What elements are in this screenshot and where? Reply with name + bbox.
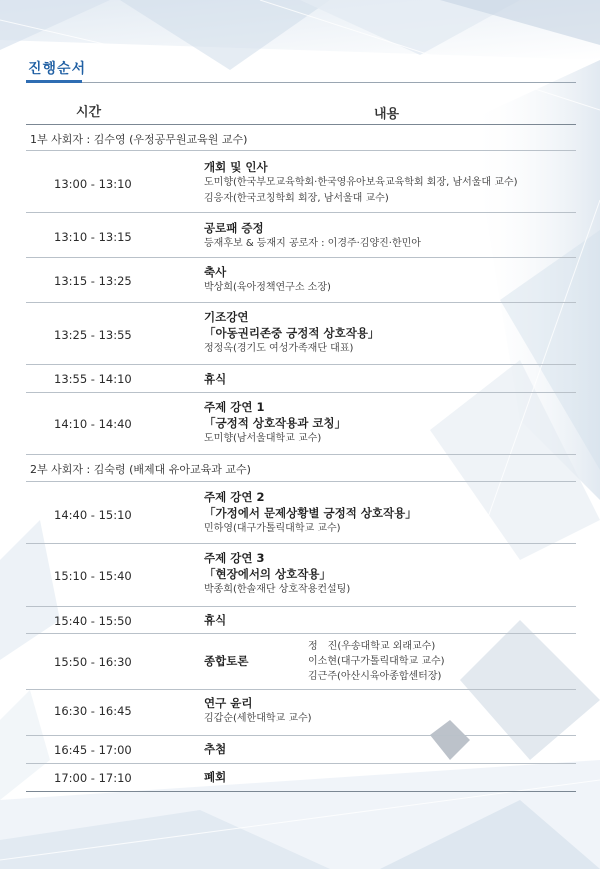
table-row [26,213,576,258]
row-title: 개회 및 인사 [204,160,268,174]
section-2-header [26,455,576,482]
panelist: 이소현(대구가톨릭대학교 교수) [308,656,445,667]
row-detail: 민하영(대구가톨릭대학교 교수) [204,523,341,534]
row-subtitle: 「아동권리존중 긍정적 상호작용」 [204,326,380,340]
row-detail: 정정옥(경기도 여성가족재단 대표) [204,343,354,354]
row-time: 13:10 - 13:15 [54,230,132,244]
row-time: 15:40 - 15:50 [54,614,132,628]
section-2-label: 2부 사회자 : 김숙령 (배제대 유아교육과 교수) [30,463,251,476]
row-title: 추첨 [204,742,227,756]
row-title: 종합토론 [204,654,249,668]
row-content [204,399,346,447]
row-content [204,264,331,296]
row-detail: 김응자(한국코칭학회 회장, 남서울대 교수) [204,193,389,204]
row-title: 기조강연 [204,310,249,324]
row-content [204,653,248,669]
row-title: 연구 윤리 [204,696,253,710]
column-header-content: 내용 [374,107,400,122]
table-row [26,736,576,764]
row-time: 13:15 - 13:25 [54,274,132,288]
row-detail: 도미향(한국부모교육학회·한국영유아보육교육학회 회장, 남서울대 교수) [204,177,518,188]
table-row [26,393,576,455]
row-title: 공로패 증정 [204,221,264,235]
table-row [26,690,576,736]
title-divider [82,82,576,83]
section-1-label: 1부 사회자 : 김수영 (우정공무원교육원 교수) [30,133,248,146]
row-subtitle: 「현장에서의 상호작용」 [204,567,331,581]
row-title: 휴식 [204,613,227,627]
table-row [26,365,576,393]
row-detail: 등재후보 & 등재지 공로자 : 이경주·김양진·한민아 [204,238,421,249]
row-detail: 박상희(육아정책연구소 소장) [204,282,331,293]
table-row [26,482,576,544]
row-detail: 도미향(남서울대학교 교수) [204,433,322,444]
table-row [26,544,576,607]
row-title: 휴식 [204,372,227,386]
table-row [26,607,576,634]
row-content [204,550,350,598]
row-content [204,220,421,252]
page-title: 진행순서 [28,61,87,77]
title-accent-bar [26,80,82,83]
table-row [26,151,576,213]
row-time: 13:00 - 13:10 [54,177,132,191]
table-row [26,764,576,792]
table-row [26,634,576,690]
row-detail: 김갑순(세한대학교 교수) [204,713,312,724]
row-content [204,489,417,537]
row-title: 축사 [204,265,227,279]
row-detail: 박종희(한솔재단 상호작용컨설팅) [204,584,351,595]
row-time: 15:10 - 15:40 [54,569,132,583]
row-subtitle: 「긍정적 상호작용과 코칭」 [204,416,347,430]
column-header-time: 시간 [76,105,102,120]
table-row [26,258,576,303]
row-content [204,769,226,785]
row-time: 15:50 - 16:30 [54,655,132,669]
row-time: 14:40 - 15:10 [54,508,132,522]
row-time: 13:55 - 14:10 [54,372,132,386]
table-row [26,303,576,365]
panel-list [308,639,445,684]
row-content [204,371,226,387]
row-time: 14:10 - 14:40 [54,417,132,431]
row-title: 주제 강연 1 [204,400,265,414]
table-bottom-line [26,791,576,792]
panelist: 김근주(아산시육아종합센터장) [308,671,442,682]
row-content [204,612,226,628]
row-time: 17:00 - 17:10 [54,771,132,785]
row-title: 주제 강연 2 [204,490,265,504]
row-content [204,309,379,357]
row-time: 16:30 - 16:45 [54,704,132,718]
panelist: 정 진(우송대학교 외래교수) [308,641,436,652]
row-title: 주제 강연 3 [204,551,265,565]
row-title: 폐회 [204,770,227,784]
row-content [204,741,226,757]
row-content [204,695,312,727]
row-time: 16:45 - 17:00 [54,743,132,757]
row-subtitle: 「가정에서 문제상황별 긍정적 상호작용」 [204,506,417,520]
row-time: 13:25 - 13:55 [54,328,132,342]
section-1-header [26,125,576,151]
row-content [204,159,518,207]
